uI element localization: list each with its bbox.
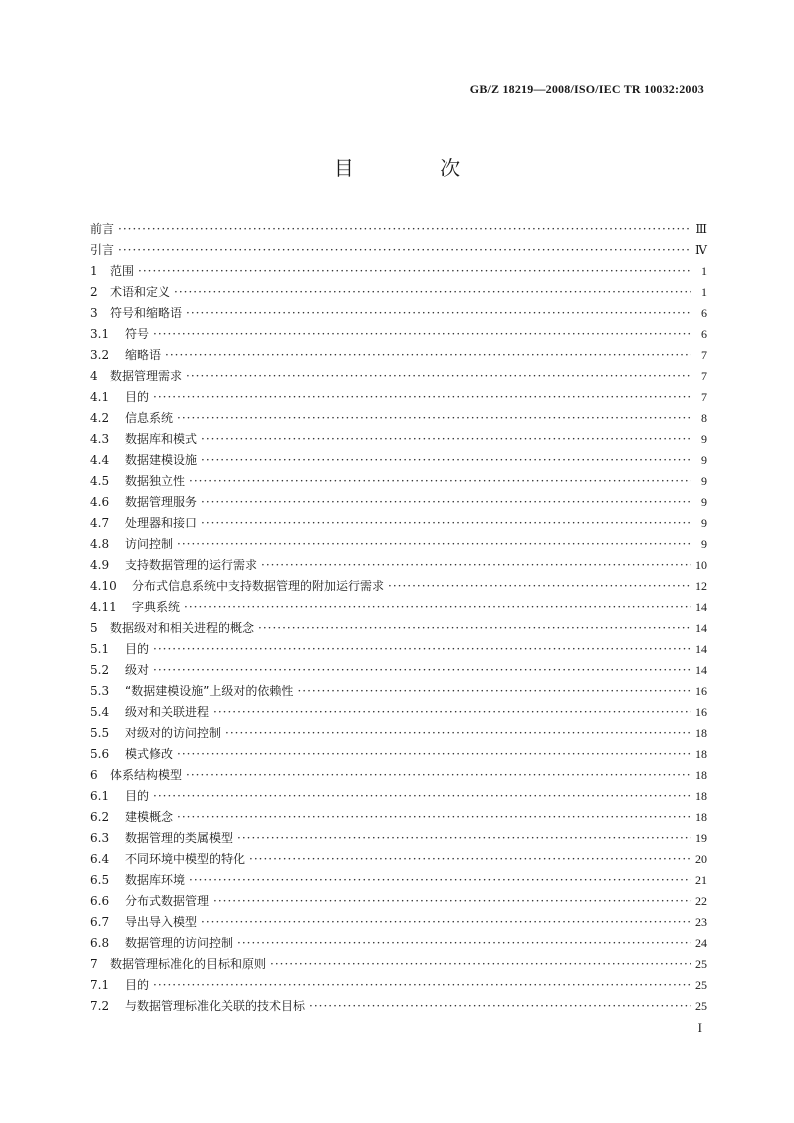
toc-leader-dots <box>237 828 691 849</box>
toc-entry[interactable] <box>90 723 707 744</box>
toc-entry[interactable] <box>90 786 707 807</box>
toc-leader-dots <box>258 618 691 639</box>
toc-entry-title: 引言 <box>90 243 115 257</box>
toc-leader-dots <box>153 639 691 660</box>
toc-leader-dots <box>201 492 691 513</box>
toc-entry-title: 不同环境中模型的特化 <box>125 852 246 866</box>
toc-entry-number: 4.4 <box>90 453 110 467</box>
toc-leader-dots <box>270 954 691 975</box>
toc-entry-title: 级对 <box>125 663 150 677</box>
toc-entry-title: 前言 <box>90 222 115 236</box>
toc-entry[interactable] <box>90 744 707 765</box>
toc-leader-dots <box>201 513 691 534</box>
toc-entry[interactable] <box>90 366 707 387</box>
toc-entry-number: 6.5 <box>90 873 110 887</box>
toc-entry-title: 对级对的访问控制 <box>125 726 222 740</box>
toc-leader-dots <box>174 282 691 303</box>
toc-entry-title: 目的 <box>125 789 150 803</box>
toc-entry-number: 6.7 <box>90 915 110 929</box>
toc-entry-number: 5.3 <box>90 684 110 698</box>
toc-entry-number: 3.1 <box>90 327 110 341</box>
toc-entry-number: 4.2 <box>90 411 110 425</box>
toc-leader-dots <box>177 534 691 555</box>
table-of-contents <box>90 219 707 1017</box>
toc-entry[interactable] <box>90 450 707 471</box>
toc-leader-dots <box>186 366 691 387</box>
toc-entry-title: 分布式数据管理 <box>125 894 210 908</box>
toc-entry-page: 8 <box>701 411 707 425</box>
toc-entry[interactable] <box>90 618 707 639</box>
toc-entry-number: 4.1 <box>90 390 110 404</box>
page-number: I <box>697 1020 702 1035</box>
toc-entry-number: 5.5 <box>90 726 110 740</box>
toc-entry[interactable] <box>90 219 707 240</box>
toc-entry-page: 21 <box>695 873 707 887</box>
toc-entry-page: 25 <box>695 978 707 992</box>
toc-entry-page: 10 <box>695 558 707 572</box>
toc-entry-page: 18 <box>695 747 707 761</box>
toc-entry-number: 6.3 <box>90 831 110 845</box>
toc-entry[interactable] <box>90 933 707 954</box>
toc-entry[interactable] <box>90 303 707 324</box>
toc-entry-number: 6.8 <box>90 936 110 950</box>
toc-leader-dots <box>297 681 691 702</box>
toc-entry-number: 4.7 <box>90 516 110 530</box>
toc-entry-page: Ⅲ <box>695 222 707 236</box>
toc-entry-number: 3 <box>90 306 98 320</box>
toc-entry-title: 体系结构模型 <box>110 768 183 782</box>
toc-leader-dots <box>118 240 691 261</box>
toc-entry[interactable] <box>90 975 707 996</box>
toc-entry-page: 9 <box>701 537 707 551</box>
toc-leader-dots <box>153 387 691 408</box>
toc-leader-dots <box>177 744 691 765</box>
toc-entry-page: 23 <box>695 915 707 929</box>
toc-entry-number: 4.8 <box>90 537 110 551</box>
toc-entry-title: 数据管理的访问控制 <box>125 936 234 950</box>
toc-entry-title: 数据管理标准化的目标和原则 <box>110 957 267 971</box>
toc-entry-page: 9 <box>701 474 707 488</box>
toc-entry-number: 5.4 <box>90 705 110 719</box>
toc-entry[interactable] <box>90 534 707 555</box>
toc-entry-number: 7 <box>90 957 98 971</box>
toc-entry[interactable] <box>90 345 707 366</box>
toc-entry-page: 18 <box>695 810 707 824</box>
toc-entry-title: 目的 <box>125 390 150 404</box>
toc-leader-dots <box>153 975 691 996</box>
toc-entry[interactable] <box>90 765 707 786</box>
toc-leader-dots <box>153 786 691 807</box>
toc-leader-dots <box>261 555 691 576</box>
toc-leader-dots <box>201 912 691 933</box>
toc-entry-number: 5 <box>90 621 98 635</box>
toc-entry[interactable] <box>90 240 707 261</box>
toc-entry[interactable] <box>90 702 707 723</box>
toc-entry[interactable] <box>90 870 707 891</box>
toc-entry-page: 6 <box>701 327 707 341</box>
toc-entry-number: 4.10 <box>90 579 117 593</box>
toc-entry-page: 1 <box>701 285 707 299</box>
toc-entry-number: 6.2 <box>90 810 110 824</box>
toc-leader-dots <box>153 324 691 345</box>
toc-entry-page: 6 <box>701 306 707 320</box>
toc-entry-page: 18 <box>695 768 707 782</box>
toc-entry-page: 7 <box>701 348 707 362</box>
toc-entry[interactable] <box>90 660 707 681</box>
toc-entry-title: 分布式信息系统中支持数据管理的附加运行需求 <box>132 579 385 593</box>
toc-entry[interactable] <box>90 408 707 429</box>
toc-entry-title: 信息系统 <box>125 411 174 425</box>
toc-entry-number: 2 <box>90 285 98 299</box>
standard-number-header: GB/Z 18219—2008/ISO/IEC TR 10032:2003 <box>469 82 704 96</box>
toc-entry-number: 7.1 <box>90 978 110 992</box>
toc-entry-page: Ⅳ <box>695 243 707 257</box>
toc-entry-page: 18 <box>695 789 707 803</box>
toc-leader-dots <box>201 450 691 471</box>
toc-leader-dots <box>118 219 691 240</box>
toc-entry-number: 4 <box>90 369 98 383</box>
toc-entry-title: 数据库环境 <box>125 873 186 887</box>
toc-leader-dots <box>186 765 691 786</box>
toc-entry-page: 19 <box>695 831 707 845</box>
toc-entry-title: 数据库和模式 <box>125 432 198 446</box>
toc-leader-dots <box>213 702 691 723</box>
toc-entry[interactable] <box>90 492 707 513</box>
toc-entry[interactable] <box>90 912 707 933</box>
toc-entry[interactable] <box>90 849 707 870</box>
toc-entry-title: 符号和缩略语 <box>110 306 183 320</box>
toc-leader-dots <box>201 429 691 450</box>
toc-leader-dots <box>388 576 691 597</box>
toc-leader-dots <box>309 996 691 1017</box>
toc-entry-number: 4.11 <box>90 600 117 614</box>
toc-leader-dots <box>249 849 691 870</box>
toc-entry-page: 14 <box>695 642 707 656</box>
toc-entry-number: 5.2 <box>90 663 110 677</box>
toc-entry-page: 7 <box>701 390 707 404</box>
toc-entry-page: 24 <box>695 936 707 950</box>
toc-entry-title: 缩略语 <box>125 348 162 362</box>
toc-entry-title: 数据管理服务 <box>125 495 198 509</box>
toc-entry-number: 3.2 <box>90 348 110 362</box>
toc-entry-page: 7 <box>701 369 707 383</box>
toc-entry-title: 目的 <box>125 642 150 656</box>
toc-leader-dots <box>237 933 691 954</box>
toc-entry-page: 14 <box>695 663 707 677</box>
toc-entry-title: 级对和关联进程 <box>125 705 210 719</box>
toc-entry-number: 6.6 <box>90 894 110 908</box>
toc-entry-title: 字典系统 <box>132 600 181 614</box>
toc-entry-number: 1 <box>90 264 98 278</box>
toc-entry-title: 导出导入模型 <box>125 915 198 929</box>
toc-entry-title: 数据建模设施 <box>125 453 198 467</box>
toc-entry-page: 14 <box>695 600 707 614</box>
toc-entry[interactable] <box>90 597 707 618</box>
toc-entry-page: 16 <box>695 684 707 698</box>
toc-entry-page: 9 <box>701 453 707 467</box>
toc-entry-number: 4.3 <box>90 432 110 446</box>
toc-entry-number: 7.2 <box>90 999 110 1013</box>
toc-entry[interactable] <box>90 996 707 1017</box>
toc-entry[interactable] <box>90 681 707 702</box>
toc-entry-title: 目的 <box>125 978 150 992</box>
toc-entry-page: 9 <box>701 432 707 446</box>
page-title: 目 次 <box>333 156 501 180</box>
toc-leader-dots <box>153 660 691 681</box>
toc-leader-dots <box>186 303 691 324</box>
toc-entry-page: 1 <box>701 264 707 278</box>
toc-entry-number: 6.1 <box>90 789 110 803</box>
toc-entry[interactable] <box>90 429 707 450</box>
toc-entry-title: 范围 <box>110 264 135 278</box>
toc-entry-page: 12 <box>695 579 707 593</box>
toc-entry-page: 20 <box>695 852 707 866</box>
toc-entry-title: “数据建模设施”上级对的依赖性 <box>125 684 294 698</box>
toc-entry[interactable] <box>90 513 707 534</box>
toc-entry-page: 18 <box>695 726 707 740</box>
toc-entry-title: 数据管理需求 <box>110 369 183 383</box>
toc-entry[interactable] <box>90 891 707 912</box>
toc-entry-number: 4.9 <box>90 558 110 572</box>
toc-entry[interactable] <box>90 324 707 345</box>
toc-entry-page: 9 <box>701 516 707 530</box>
toc-entry[interactable] <box>90 828 707 849</box>
toc-leader-dots <box>177 408 691 429</box>
toc-entry-number: 6.4 <box>90 852 110 866</box>
toc-entry-title: 数据级对和相关进程的概念 <box>110 621 255 635</box>
toc-entry-title: 模式修改 <box>125 747 174 761</box>
toc-entry-title: 访问控制 <box>125 537 174 551</box>
toc-leader-dots <box>213 891 691 912</box>
toc-entry-page: 25 <box>695 957 707 971</box>
toc-entry-number: 6 <box>90 768 98 782</box>
toc-leader-dots <box>177 807 691 828</box>
toc-entry-title: 建模概念 <box>125 810 174 824</box>
toc-entry[interactable] <box>90 387 707 408</box>
toc-entry-page: 25 <box>695 999 707 1013</box>
toc-leader-dots <box>165 345 691 366</box>
toc-entry-page: 22 <box>695 894 707 908</box>
toc-entry-title: 处理器和接口 <box>125 516 198 530</box>
toc-entry-page: 16 <box>695 705 707 719</box>
toc-entry[interactable] <box>90 282 707 303</box>
toc-entry[interactable] <box>90 471 707 492</box>
toc-entry-number: 4.6 <box>90 495 110 509</box>
toc-leader-dots <box>138 261 691 282</box>
toc-entry[interactable] <box>90 639 707 660</box>
toc-entry-title: 数据独立性 <box>125 474 186 488</box>
toc-leader-dots <box>184 597 691 618</box>
toc-leader-dots <box>189 471 691 492</box>
toc-entry[interactable] <box>90 261 707 282</box>
toc-entry-number: 5.6 <box>90 747 110 761</box>
toc-entry[interactable] <box>90 954 707 975</box>
toc-entry-title: 术语和定义 <box>110 285 171 299</box>
toc-entry[interactable] <box>90 576 707 597</box>
toc-entry-page: 14 <box>695 621 707 635</box>
toc-entry-page: 9 <box>701 495 707 509</box>
toc-entry-title: 与数据管理标准化关联的技术目标 <box>125 999 306 1013</box>
toc-leader-dots <box>225 723 691 744</box>
toc-entry-title: 符号 <box>125 327 150 341</box>
toc-entry[interactable] <box>90 555 707 576</box>
toc-entry-title: 数据管理的类属模型 <box>125 831 234 845</box>
toc-entry-title: 支持数据管理的运行需求 <box>125 558 258 572</box>
toc-entry-number: 5.1 <box>90 642 110 656</box>
toc-entry[interactable] <box>90 807 707 828</box>
toc-entry-number: 4.5 <box>90 474 110 488</box>
toc-leader-dots <box>189 870 691 891</box>
